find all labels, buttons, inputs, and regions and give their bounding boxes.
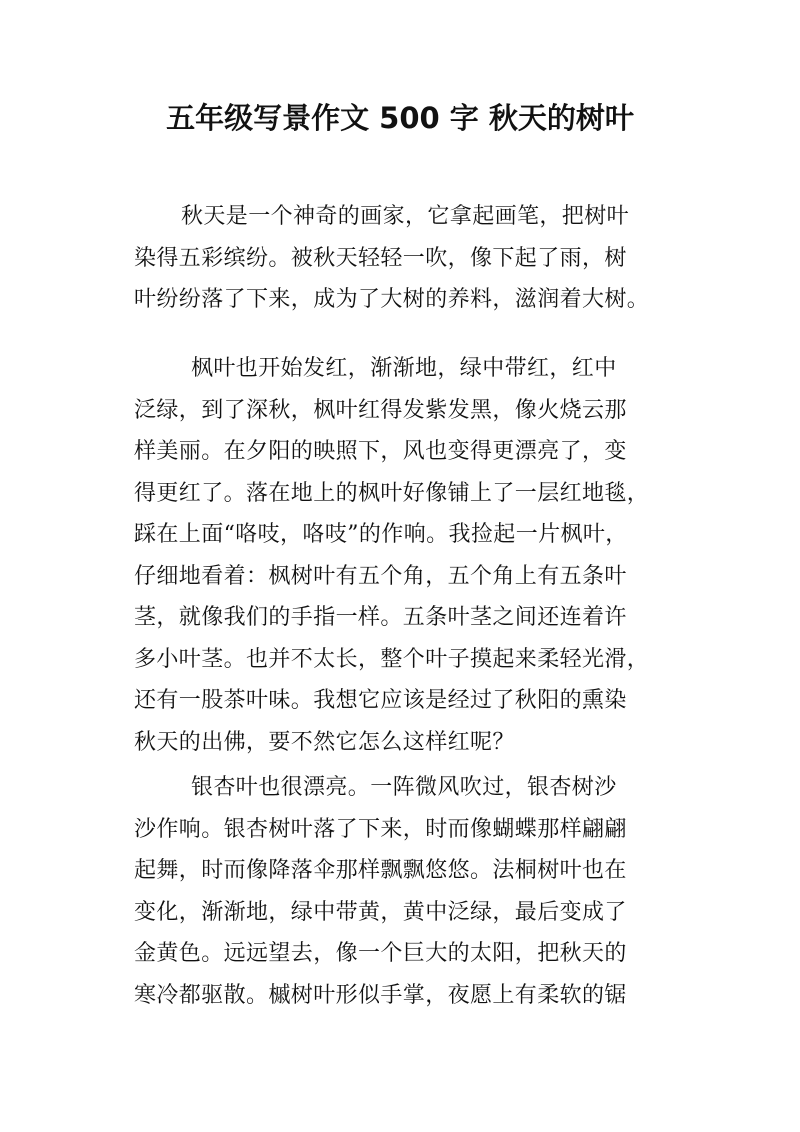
paragraph-line: 得更红了。落在地上的枫叶好像铺上了一层红地毯， [134,480,650,506]
paragraph-line: 金黄色。远远望去，像一个巨大的太阳，把秋天的 [134,941,627,966]
paragraph-3 [134,767,694,1016]
paragraph-line: 还有一股茶叶味。我想它应该是经过了秋阳的熏染 [134,688,627,713]
paragraph-line: 秋天是一个神奇的画家，它拿起画笔，把树叶 [181,204,630,229]
page-title: 五年级写景作文 500 字 秋天的树叶 [166,101,634,135]
paragraph-line: 泛绿，到了深秋，枫叶红得发紫发黑，像火烧云那 [134,397,627,423]
paragraph-line: 染得五彩缤纷。被秋天轻轻一吹，像下起了雨，树 [134,245,627,271]
paragraph-line: 仔细地看着：枫树叶有五个角，五个角上有五条叶 [134,563,627,589]
paragraph-line: 银杏叶也很漂亮。一阵微风吹过，银杏树沙 [191,775,617,800]
paragraph-line: 茎，就像我们的手指一样。五条叶茎之间还连着许 [134,605,627,630]
paragraph-line: 寒冷都驱散。槭树叶形似手掌，夜愿上有柔软的锯 [134,982,627,1008]
paragraph-line: 变化，渐渐地，绿中带黄，黄中泛绿，最后变成了 [134,899,627,925]
paragraph-2 [134,348,694,763]
paragraph-line: 多小叶茎。也并不太长，整个叶子摸起来柔轻光滑， [134,646,650,672]
paragraph-line: 枫叶也开始发红，渐渐地，绿中带红，红中 [191,356,617,381]
paragraph-1 [134,196,694,321]
paragraph-line: 沙作响。银杏树叶落了下来，时而像蝴蝶那样翩翩 [134,816,627,842]
paragraph-line: 样美丽。在夕阳的映照下，风也变得更漂亮了，变 [134,439,627,464]
paragraph-line: 踩在上面“咯吱，咯吱”的作响。我捡起一片枫叶， [134,522,628,547]
paragraph-line: 秋天的出佛，要不然它怎么这样红呢？ [134,729,515,755]
paragraph-line: 起舞，时而像降落伞那样飘飘悠悠。法桐树叶也在 [134,858,627,883]
paragraph-line: 叶纷纷落了下来，成为了大树的养料，滋润着大树。 [134,287,650,312]
